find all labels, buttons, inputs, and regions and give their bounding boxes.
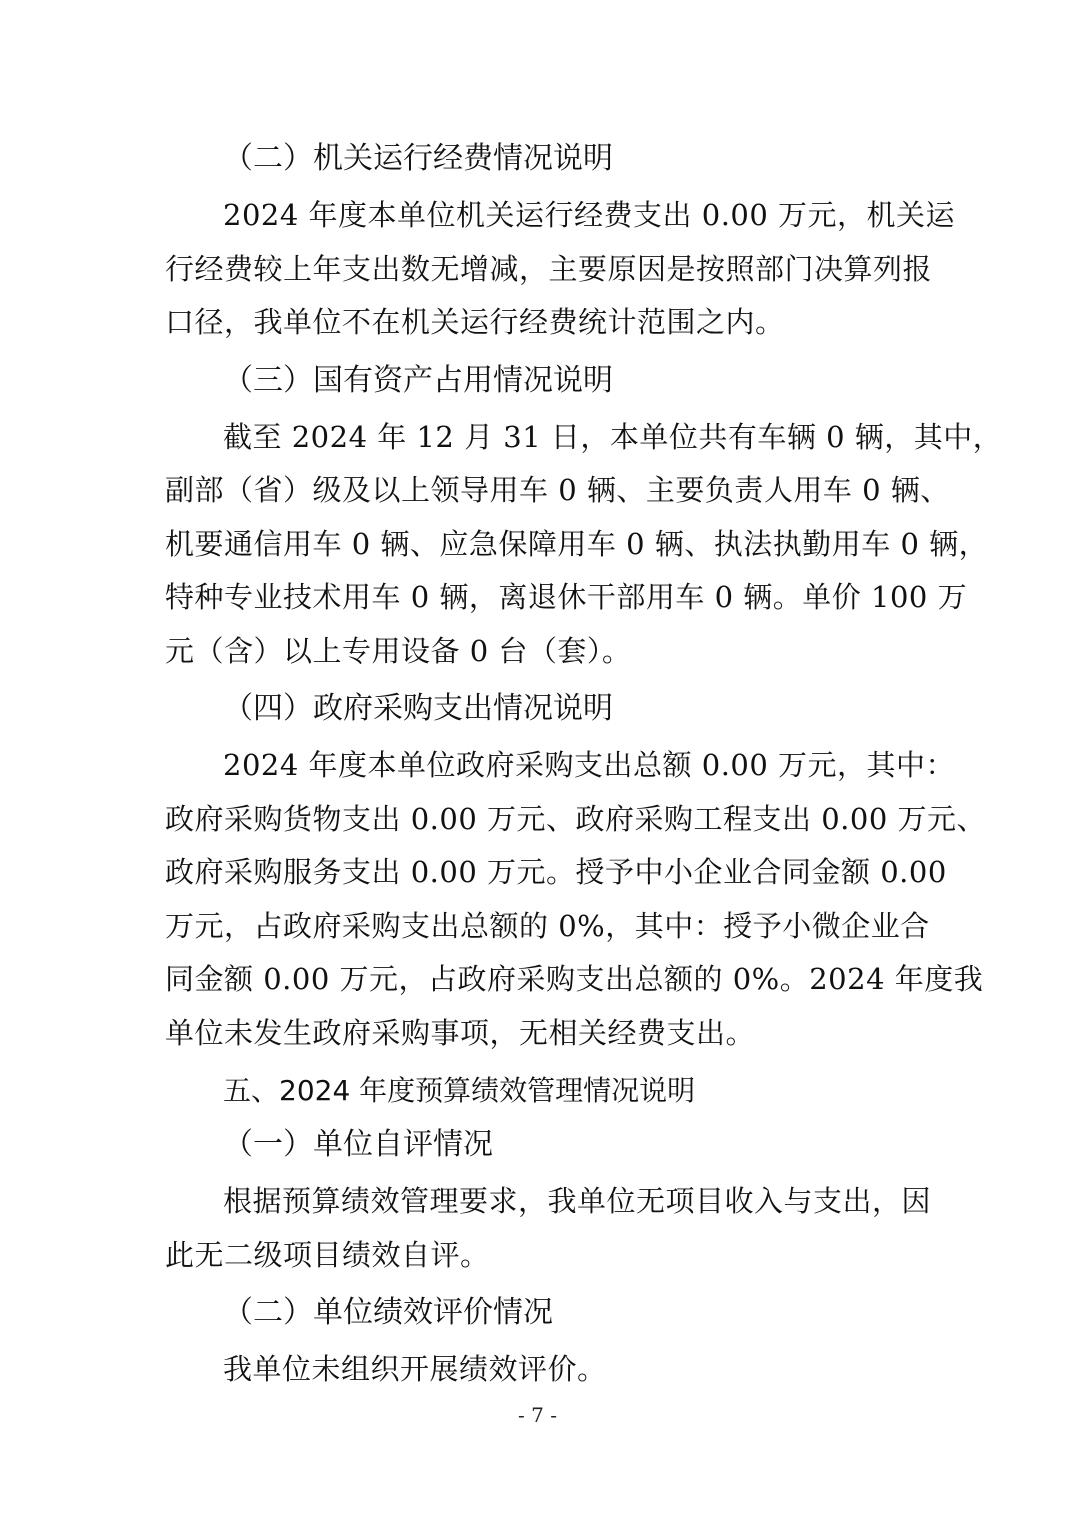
text-line: 政府采购服务支出 0.00 万元。授予中小企业合同金额 0.00 xyxy=(165,855,947,889)
document-body xyxy=(165,132,1003,1401)
text-line: 根据预算绩效管理要求，我单位无项目收入与支出，因 xyxy=(223,1184,932,1218)
text-line: 特种专业技术用车 0 辆，离退休干部用车 0 辆。单价 100 万 xyxy=(165,580,968,614)
section-heading-office-expenses: （二）机关运行经费情况说明 xyxy=(223,141,613,176)
paragraph-state-assets xyxy=(165,411,1003,679)
text-line: 万元，占政府采购支出总额的 0%，其中：授予小微企业合 xyxy=(165,908,930,943)
text-line: 元（含）以上专用设备 0 台（套）。 xyxy=(165,633,632,668)
text-line: 政府采购货物支出 0.00 万元、政府采购工程支出 0.00 万元、 xyxy=(165,801,987,836)
section-heading-performance-evaluation: （二）单位绩效评价情况 xyxy=(223,1295,553,1330)
text-line: 单位未发生政府采购事项，无相关经费支出。 xyxy=(165,1015,756,1050)
paragraph-self-evaluation xyxy=(165,1175,932,1282)
text-line: 2024 年度本单位政府采购支出总额 0.00 万元，其中： xyxy=(223,748,956,782)
text-line: 同金额 0.00 万元，占政府采购支出总额的 0%。2024 年度我 xyxy=(165,962,984,996)
section-heading-self-evaluation: （一）单位自评情况 xyxy=(223,1127,493,1162)
text-line: 机要通信用车 0 辆、应急保障用车 0 辆、执法执勤用车 0 辆， xyxy=(165,526,989,561)
paragraph-office-expenses xyxy=(165,189,956,350)
section-heading-state-assets: （三）国有资产占用情况说明 xyxy=(223,362,613,398)
text-line: 行经费较上年支出数无增减，主要原因是按照部门决算列报 xyxy=(165,251,933,286)
text-line: 截至 2024 年 12 月 31 日，本单位共有车辆 0 辆，其中， xyxy=(223,419,1003,454)
text-line: 副部（省）级及以上领导用车 0 辆、主要负责人用车 0 辆、 xyxy=(165,473,950,507)
text-line: 口径，我单位不在机关运行经费统计范围之内。 xyxy=(165,305,785,339)
text-line: 此无二级项目绩效自评。 xyxy=(165,1237,490,1272)
text-line: 2024 年度本单位机关运行经费支出 0.00 万元，机关运 xyxy=(223,198,956,232)
page-number: - 7 - xyxy=(518,1403,557,1427)
section-heading-procurement: （四）政府采购支出情况说明 xyxy=(223,691,613,726)
text-line: 我单位未组织开展绩效评价。 xyxy=(223,1352,607,1386)
paragraph-procurement xyxy=(165,739,987,1060)
paragraph-performance-evaluation xyxy=(165,1343,913,1397)
chapter-heading-performance-management: 五、2024 年度预算绩效管理情况说明 xyxy=(223,1074,696,1107)
